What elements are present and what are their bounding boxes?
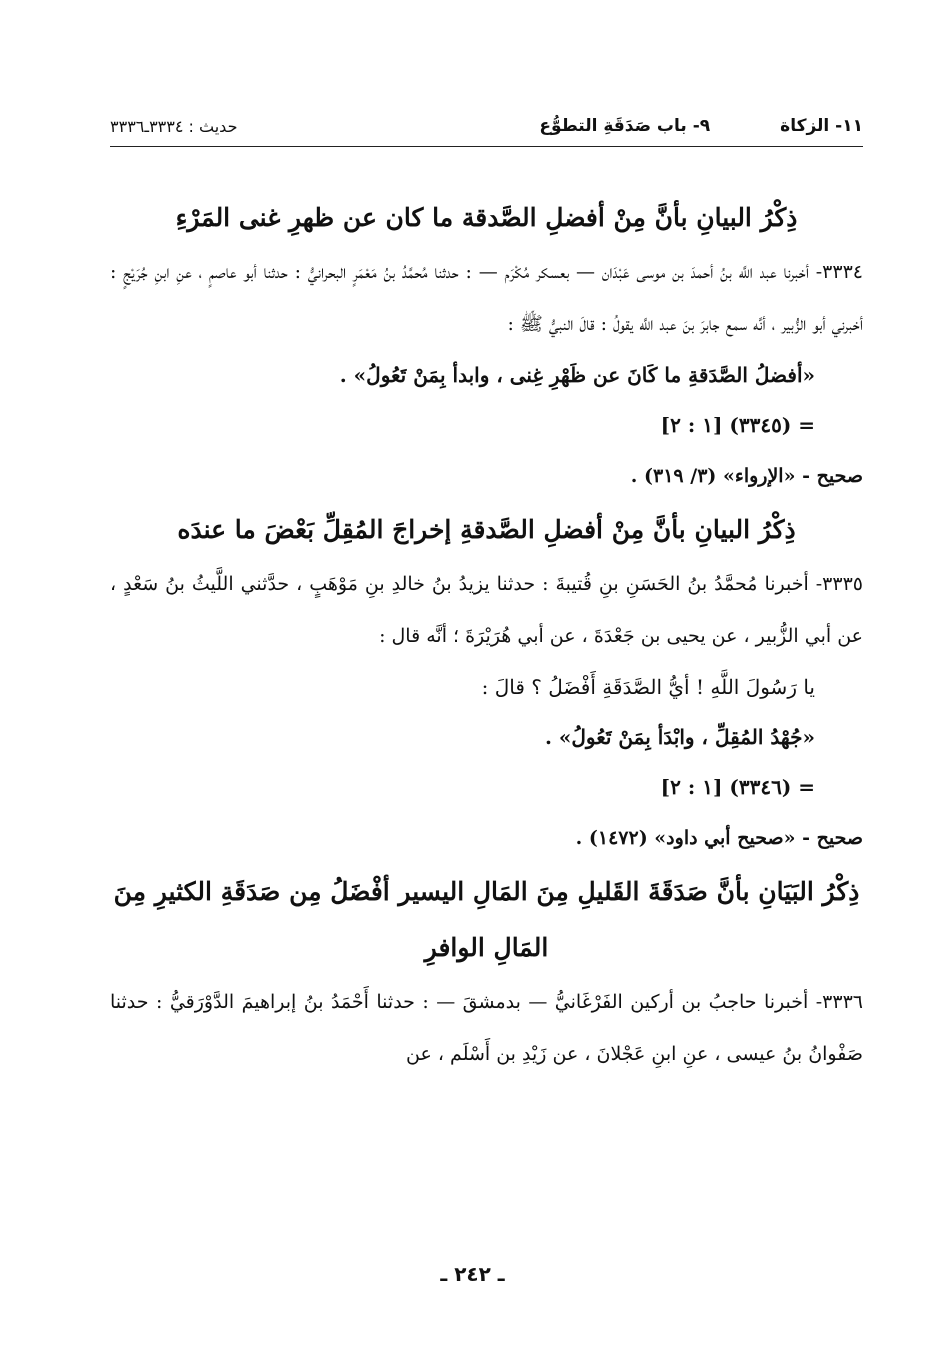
grade-label: صحيح - (802, 827, 863, 849)
running-header (110, 106, 863, 147)
grade-source: «صحيح أبي داود» (١٤٧٢) . (575, 827, 796, 849)
chapter-heading: ذِكْرُ البيانِ بأنَّ مِنْ أفضلِ الصَّدقةِ إخراجَ المُقِلِّ بَعْضَ ما عندَه (177, 515, 796, 544)
isnad-paragraph: ٣٣٣٤- أخبرنا عبد اللَّه بنُ أحمدَ بن موسى عَبْدَان — بعسكر مُكْرَم — : حدثنا مُحمَّدُ بنُ مَعْمَرٍ البحرانيُّ : حدثنا أبو عاصمٍ ، عنِ ابنِ جُرَيْجٍ : أخبرني أبو الزُّبير ، أنَّه سمع جابرَ بنَ عبد اللَّه يقولُ : قالَ النبيُّ ﷺ : (110, 261, 863, 335)
page-number: ـ ٢٤٢ ـ (440, 1262, 505, 1286)
chapter-heading: ذِكْرُ البيانِ بأنَّ مِنْ أفضلِ الصَّدقة ما كان عن ظهرِ غنى المَرْءِ (175, 203, 798, 232)
page-body (110, 190, 863, 1080)
hadith-text: «أفضلُ الصَّدَقةِ ما كَانَ عن ظَهْرِ غِنى ، وابدأ بِمَنْ تَعُولُ» . (339, 363, 815, 387)
grading-line (110, 812, 863, 864)
hadith-range: حديث : ٣٣٣٤ـ٣٣٣٦ (110, 116, 238, 136)
cross-reference: = (٣٣٤٦) [١ : ٢] (660, 775, 815, 799)
chapter-heading: ذِكْرُ البَيَانِ بأنَّ صَدَقَةَ القَليلِ مِنَ المَالِ اليسير أفْضَلُ مِن صَدَقَةِ الكثيرِ مِنَ المَالِ الوافرِ (113, 877, 860, 962)
grade-source: «الإرواء» (٣/ ٣١٩) . (630, 465, 796, 487)
grade-label: صحيح - (802, 465, 863, 487)
chapter-title: ١١- الزكاة (780, 116, 863, 136)
header-right (539, 116, 863, 136)
hadith-text: يا رَسُولَ اللَّهِ ! أيُّ الصَّدَقَةِ أَفْضَلُ ؟ قالَ : (481, 675, 815, 699)
section-title: ٩- باب صَدَقَةِ التطوُّع (539, 116, 711, 136)
isnad-paragraph: ٣٣٣٦- أخبرنا حاجبُ بن أركين الفَرْغَانيُّ — بدمشقَ — : حدثنا أَحْمَدُ بنُ إبراهيمَ الدَّوْرَقيُّ : حدثنا صَفْوانُ بنُ عيسى ، عنِ ابنِ عَجْلانَ ، عن زَيْدِ بن أَسْلَم ، عن (110, 991, 863, 1065)
hadith-text: «جُهْدُ المُقِلِّ ، وابْدَأ بِمَنْ تَعُولُ» . (544, 725, 815, 749)
cross-reference: = (٣٣٤٥) [١ : ٢] (660, 413, 815, 437)
grading-line (110, 450, 863, 502)
isnad-paragraph: ٣٣٣٥- أخبرنا مُحمَّدُ بنُ الحَسَنِ بنِ قُتيبةَ : حدثنا يزيدُ بنُ خالدِ بنِ مَوْهَبٍ ، حدَّثني اللَّيثُ بنُ سَعْدٍ ، عن أبي الزُّبير ، عن يحيى بن جَعْدَةَ ، عن أبي هُرَيْرَةَ ؛ أنَّه قال : (110, 573, 863, 647)
